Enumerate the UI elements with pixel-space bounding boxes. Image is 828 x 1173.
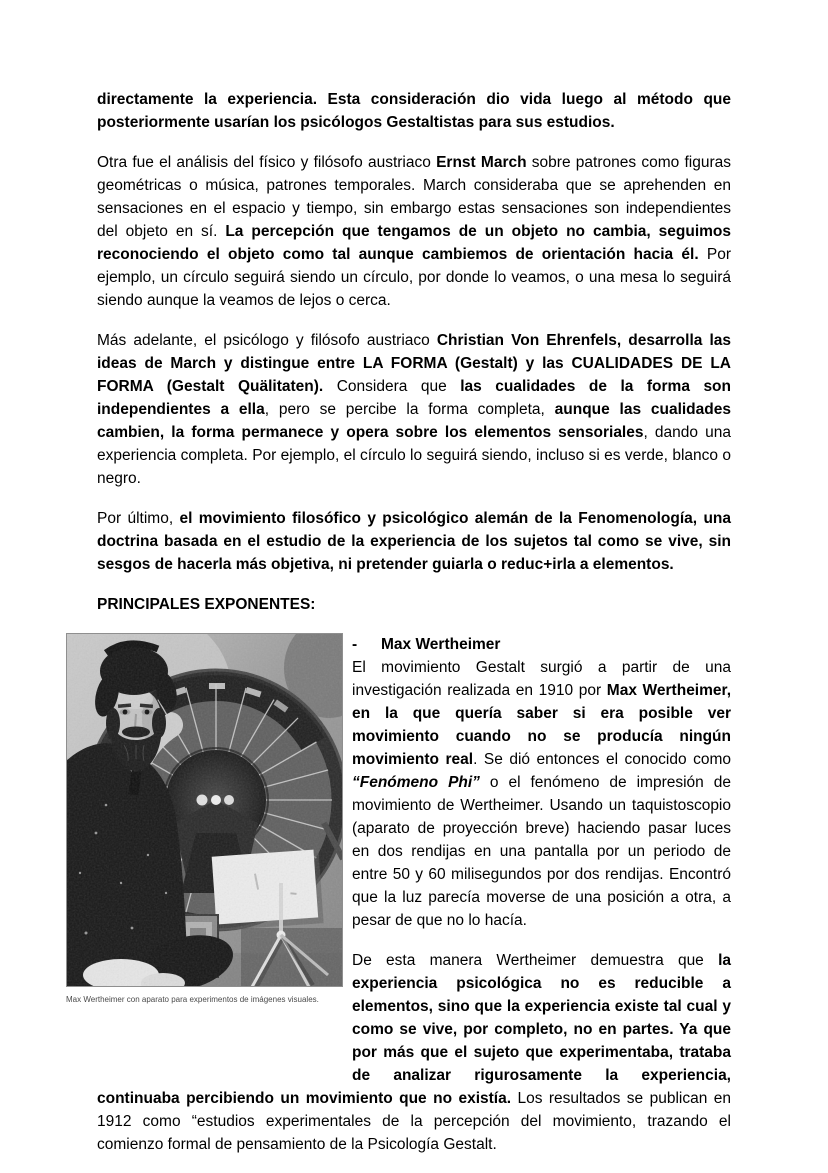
text-segment: Otra fue el análisis del físico y filósofo austriaco (97, 154, 437, 171)
wertheimer-photo (66, 633, 343, 987)
section-heading: PRINCIPALES EXPONENTES: (97, 596, 316, 613)
text-segment: directamente la experiencia. Esta consideración dio vida luego al método que posteriormente usarían los psicólogos Gestaltistas para sus estudios. (97, 91, 731, 131)
paragraph-von-ehrenfels (97, 329, 731, 490)
text-segment: aunque las cualidades cambien, la forma permanece y opera sobre los elementos sensoriales (97, 401, 731, 441)
text-segment: Los resultados se publican en 1912 como “estudios experimentales de la percepción del movimiento, trazando el comienzo formal de pensamiento de la Psicología Gestalt. (97, 1090, 731, 1153)
text-segment: el movimiento filosófico y psicológico alemán de la Fenomenología, una doctrina basada en el estudio de la experiencia de los sujetos tal como se vive, sin sesgos de hacerla más objetiva, ni pretender guiarla o reduc+irla a elementos. (97, 510, 732, 573)
text-segment: Max Wertheimer, en la que quería saber si era posible ver movimiento cuando no se producía ningún movimiento real (352, 682, 732, 768)
text-segment: La percepción que tengamos de un objeto no cambia, seguimos reconociendo el objeto como tal aunque cambiemos de orientación hacia él. (97, 223, 731, 263)
text-segment: o el fenómeno de impresión de movimiento de Wertheimer. Usando un taquistoscopio (aparato de proyección breve) haciendo pasar luces en dos rendijas en una pantalla por un periodo de entre 50 y 60 milisegundos por dos rendijas. Encontró que la luz parecía moverse de una posición a otra, a pesar de que no lo hacía. (352, 774, 731, 929)
text-segment: , dando una experiencia completa. Por ejemplo, el círculo lo seguirá siendo, incluso si es verde, blanco o negro. (97, 424, 731, 487)
list-dash: - (352, 636, 358, 653)
text-segment: Por último, (97, 510, 180, 527)
text-segment: “Fenómeno Phi” (352, 774, 480, 791)
text-segment: Por ejemplo, un círculo seguirá siendo un círculo, por donde lo veamos, o una mesa lo seguirá siendo aunque la veamos de lejos o cerca. (97, 246, 731, 309)
exponents-section (66, 633, 732, 1173)
wertheimer-name: Max Wertheimer (381, 636, 501, 653)
text-segment: Christian Von Ehrenfels, desarrolla las ideas de March y distingue entre LA FORMA (Gestalt) y las CUALIDADES DE LA FORMA (Gestalt Quälitaten). (97, 332, 731, 395)
text-segment: Más adelante, el psicólogo y filósofo austriaco (97, 332, 437, 349)
paragraph-ernst-march (97, 151, 731, 312)
text-segment: El movimiento Gestalt surgió a partir de una investigación realizada en 1910 por (352, 659, 731, 699)
text-segment: sobre patrones como figuras geométricas o música, patrones temporales. March consideraba que se aprehenden en sensaciones en el espacio y tiempo, sin embargo estas sensaciones son independientes del objeto en sí. (97, 154, 731, 240)
wertheimer-figure (66, 633, 343, 1073)
photo-caption: Max Wertheimer con aparato para experimentos de imágenes visuales. (66, 995, 319, 1004)
paragraph-intro (97, 88, 731, 134)
paragraph-fenomenologia (97, 507, 731, 576)
text-segment: las cualidades de la forma son independientes a ella (97, 378, 731, 418)
text-segment: . Se dió entonces el conocido como (473, 751, 731, 768)
text-segment: , pero se percibe la forma completa, (264, 401, 555, 418)
text-segment: Considera que (323, 378, 461, 395)
text-segment: la experiencia psicológica no es reducible a elementos, sino que la experiencia existe tal cual y como se vive, por completo, no en partes. Ya que por más que el sujeto que experimentaba, trataba de analizar rigurosamente la experiencia, continuaba percibiendo un movimiento que no existía. (97, 952, 731, 1107)
text-segment: Ernst March (436, 154, 527, 171)
text-segment: De esta manera Wertheimer demuestra que (352, 952, 719, 969)
photo-grain (66, 633, 343, 987)
